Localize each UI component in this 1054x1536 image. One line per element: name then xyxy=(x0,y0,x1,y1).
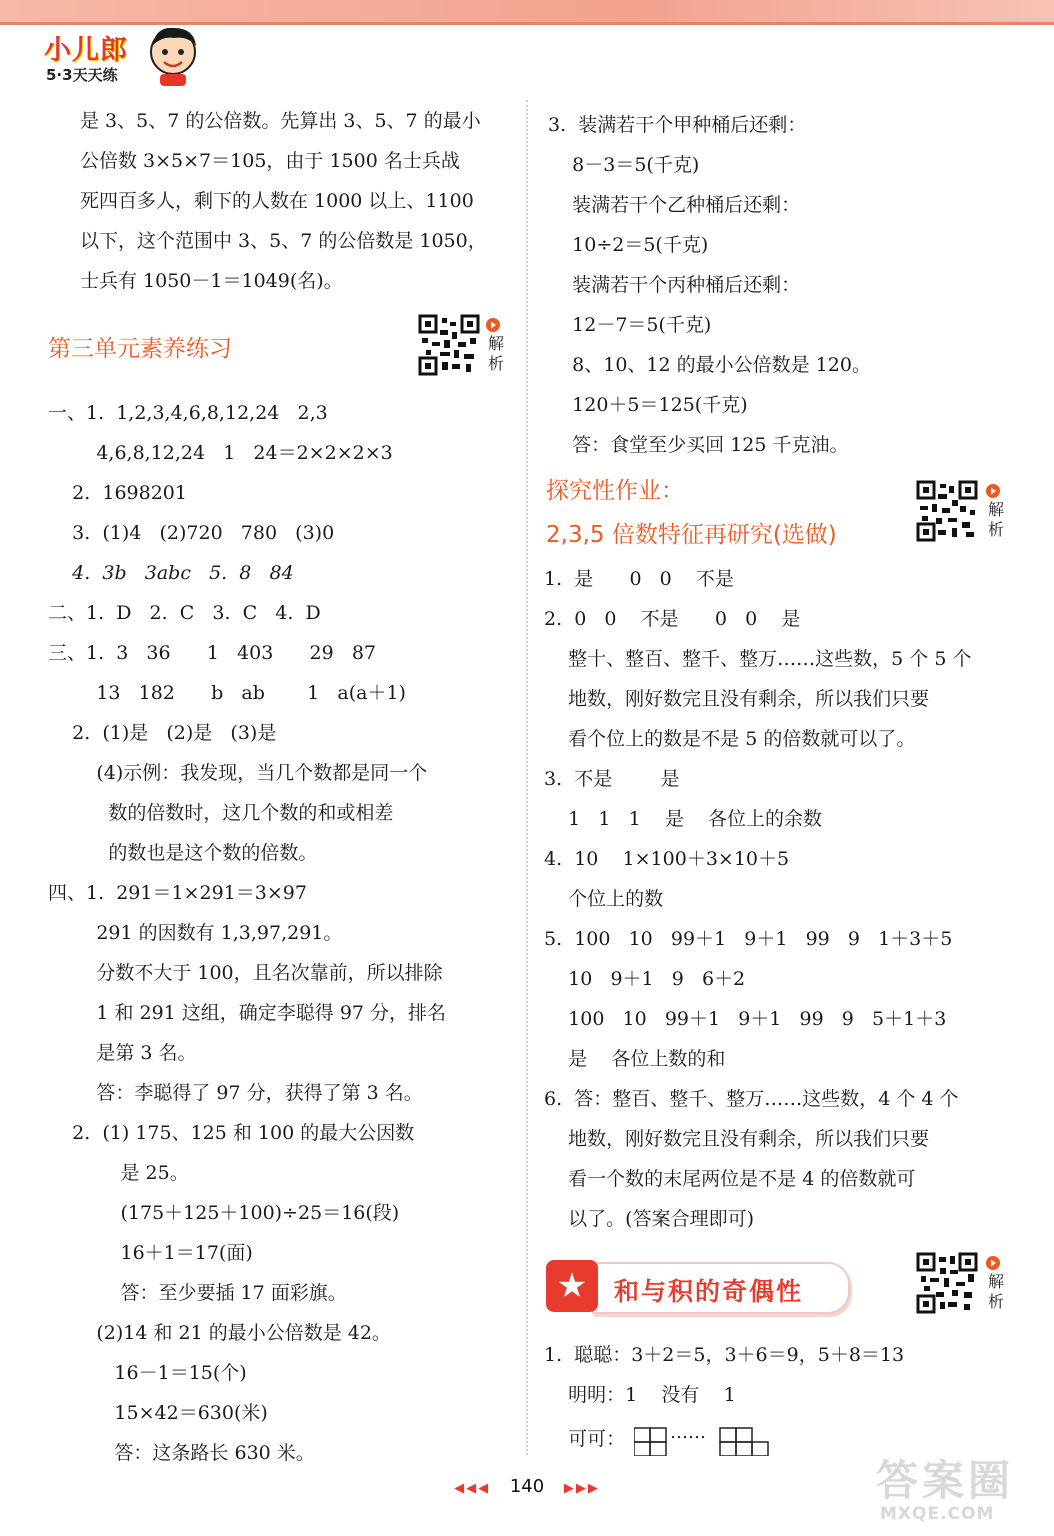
answer-line: 是第 3 名。 xyxy=(48,1042,197,1064)
text-line: 以下，这个范围中 3、5、7 的公倍数是 1050， xyxy=(80,230,487,252)
answer-line: 8、10、12 的最小公倍数是 120。 xyxy=(548,354,871,376)
text-line: 是 3、5、7 的公倍数。先算出 3、5、7 的最小 xyxy=(80,110,481,132)
brand-logo xyxy=(44,22,204,92)
logo-title: 小儿郎 xyxy=(44,35,128,66)
watermark-text: 答案圈 xyxy=(876,1456,1015,1505)
answer-line: 答：食堂至少买回 125 千克油。 xyxy=(548,434,849,456)
answer-line: 三、1. 3 36 1 403 29 87 xyxy=(48,642,377,664)
answer-line: (2)14 和 21 的最小公倍数是 42。 xyxy=(48,1322,391,1344)
answer-line: 1. 聪聪：3＋2＝5，3＋6＝9，5＋8＝13 xyxy=(544,1344,905,1366)
logo-subtitle: 5·3天天练 xyxy=(46,66,118,84)
answer-line: 二、1. D 2. C 3. C 4. D xyxy=(48,602,321,624)
answer-line: 4. 3b 3abc 5. 8 84 xyxy=(48,562,294,584)
answer-line: 2. (1)是 (2)是 (3)是 xyxy=(48,722,277,744)
banner-title: 和与积的奇偶性 xyxy=(614,1277,804,1306)
answer-line: 1 1 1 是 各位上的余数 xyxy=(544,808,822,830)
answer-line: 2. 0 0 不是 0 0 是 xyxy=(544,608,801,630)
answer-line: 5. 100 10 99＋1 9＋1 99 9 1＋3＋5 xyxy=(544,928,953,950)
play-arrow-icon xyxy=(486,318,500,332)
answer-line: 答：这条路长 630 米。 xyxy=(48,1442,315,1464)
answer-line: 整十、整百、整千、整万……这些数，5 个 5 个 xyxy=(544,648,972,670)
text-line: 公倍数 3×5×7＝105，由于 1500 名士兵战 xyxy=(80,150,460,172)
answer-line: 分数不大于 100，且名次靠前，所以排除 xyxy=(48,962,443,984)
section-title: 第三单元素养练习 xyxy=(48,336,232,362)
mascot-boy-icon xyxy=(144,22,202,88)
answer-line: 看个位上的数是不是 5 的倍数就可以了。 xyxy=(544,728,916,750)
answer-line: 6. 答：整百、整千、整万……这些数，4 个 4 个 xyxy=(544,1088,959,1110)
play-arrow-icon xyxy=(986,484,1000,498)
answer-line: 看一个数的末尾两位是不是 4 的倍数就可 xyxy=(544,1168,916,1190)
answer-line: 四、1. 291＝1×291＝3×97 xyxy=(48,882,307,904)
explore-title: 探究性作业： xyxy=(546,478,684,504)
play-arrow-icon xyxy=(986,1256,1000,1270)
text-line: 士兵有 1050－1＝1049(名)。 xyxy=(80,270,343,292)
answer-line: 10÷2＝5(千克) xyxy=(548,234,709,256)
answer-line: 答：李聪得了 97 分，获得了第 3 名。 xyxy=(48,1082,423,1104)
answer-line: 以了。(答案合理即可) xyxy=(544,1208,754,1230)
answer-line: 是 25。 xyxy=(48,1162,189,1184)
answer-line: 16＋1＝17(面) xyxy=(48,1242,253,1264)
answer-line: 明明：1 没有 1 xyxy=(544,1384,736,1406)
answer-line: 16－1＝15(个) xyxy=(48,1362,247,1384)
qr-code-icon[interactable] xyxy=(916,480,978,542)
answer-line: 4. 10 1×100＋3×10＋5 xyxy=(544,848,790,870)
answer-line: 2. 1698201 xyxy=(48,482,187,504)
answer-line: 装满若干个丙种桶后还剩： xyxy=(548,274,801,296)
answer-line: 一、1. 1,2,3,4,6,8,12,24 2,3 xyxy=(48,402,328,424)
answer-line: 地数，刚好数完且没有剩余，所以我们只要 xyxy=(544,1128,930,1150)
answer-line: 4,6,8,12,24 1 24＝2×2×2×3 xyxy=(48,442,393,464)
answer-line: 答：至少要插 17 面彩旗。 xyxy=(48,1282,347,1304)
text-line: 死四百多人，剩下的人数在 1000 以上、1100 xyxy=(80,190,474,212)
answer-line: 是 各位上数的和 xyxy=(544,1048,726,1070)
answer-line: 13 182 b ab 1 a(a＋1) xyxy=(48,682,406,704)
answer-line: 可可： xyxy=(544,1428,626,1450)
watermark-url: MXQE.COM xyxy=(880,1504,995,1524)
star-icon: ★ xyxy=(546,1260,598,1312)
qr-code-icon[interactable] xyxy=(418,314,480,376)
answer-line: (4)示例：我发现，当几个数都是同一个 xyxy=(48,762,428,784)
explore-subtitle: 2,3,5 倍数特征再研究(选做) xyxy=(546,522,837,548)
next-arrows-icon[interactable]: ▶▶▶ xyxy=(563,1481,600,1496)
answer-line: 100 10 99＋1 9＋1 99 9 5＋1＋3 xyxy=(544,1008,947,1030)
answer-line: 120＋5＝125(千克) xyxy=(548,394,748,416)
answer-line: 装满若干个乙种桶后还剩： xyxy=(548,194,801,216)
page-number: 140 xyxy=(509,1476,545,1497)
answer-line: 1. 是 0 0 不是 xyxy=(544,568,734,590)
grid-ellipsis: …… xyxy=(670,1422,706,1443)
qr-label: 解析 xyxy=(488,334,505,373)
top-color-bar xyxy=(0,0,1054,22)
answer-line: 2. (1) 175、125 和 100 的最大公因数 xyxy=(48,1122,415,1144)
answer-line: 1 和 291 这组，确定李聪得 97 分，排名 xyxy=(48,1002,447,1024)
answer-line: 10 9＋1 9 6＋2 xyxy=(544,968,746,990)
qr-label: 解析 xyxy=(988,500,1005,539)
qr-label: 解析 xyxy=(988,1272,1005,1311)
answer-line: 3. 不是 是 xyxy=(544,768,680,790)
topic-banner xyxy=(546,1260,852,1316)
banner-body xyxy=(592,1262,850,1314)
answer-line: (175＋125＋100)÷25＝16(段) xyxy=(48,1202,400,1224)
answer-line: 地数，刚好数完且没有剩余，所以我们只要 xyxy=(544,688,930,710)
qr-code-icon[interactable] xyxy=(916,1252,978,1314)
watermark xyxy=(872,1448,1032,1528)
answer-line: 3. (1)4 (2)720 780 (3)0 xyxy=(48,522,335,544)
answer-line: 3. 装满若干个甲种桶后还剩： xyxy=(548,114,807,136)
prev-arrows-icon[interactable]: ◀◀◀ xyxy=(454,1481,491,1496)
answer-line: 数的倍数时，这几个数的和或相差 xyxy=(48,802,394,824)
answer-line: 12－7＝5(千克) xyxy=(548,314,712,336)
answer-line: 291 的因数有 1,3,97,291。 xyxy=(48,922,343,944)
answer-line: 个位上的数 xyxy=(544,888,664,910)
answer-line: 的数也是这个数的倍数。 xyxy=(48,842,318,864)
answer-line: 8－3＝5(千克) xyxy=(548,154,700,176)
answer-line: 15×42＝630(米) xyxy=(48,1402,268,1424)
column-divider xyxy=(526,100,528,1455)
